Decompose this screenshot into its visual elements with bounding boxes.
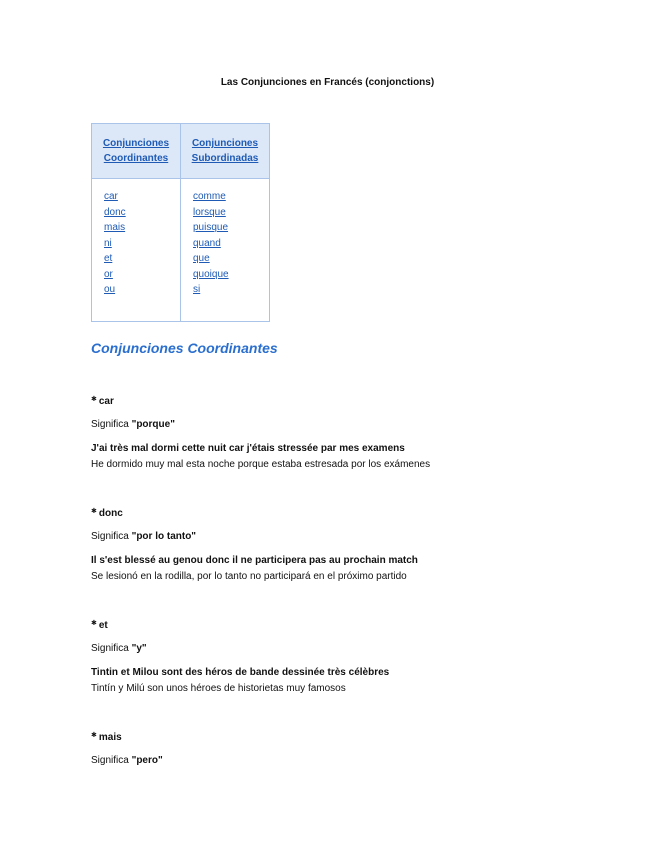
header-coordinantes (92, 124, 181, 179)
section-heading: Conjunciones Coordinantes (91, 340, 278, 356)
link-et[interactable]: et (104, 253, 113, 264)
subordinadas-list (193, 189, 269, 298)
entry-mais (91, 729, 163, 766)
example-spanish: Se lesionó en la rodilla, por lo tanto no participará en el próximo partido (91, 571, 407, 582)
link-ni[interactable]: ni (104, 237, 112, 249)
link-coordinantes[interactable]: Conjunciones Coordinantes (102, 138, 170, 164)
meaning-line: Significa "pero" (91, 755, 163, 766)
example-french: Tintin et Milou sont des héros de bande dessinée très célèbres (91, 667, 390, 678)
example-spanish: Tintín y Milú son unos héroes de historietas muy famosos (91, 683, 346, 694)
link-or[interactable]: or (104, 268, 113, 280)
meaning-line: Significa "y" (91, 643, 147, 654)
example-spanish: He dormido muy mal esta noche porque estaba estresada por los exámenes (91, 459, 431, 470)
bullet-icon: ✱ (91, 620, 97, 627)
conjunctions-table (91, 123, 270, 322)
coordinantes-list (104, 189, 180, 298)
term-label: mais (98, 732, 122, 743)
example-french: Il s'est blessé au genou donc il ne participera pas au prochain match (91, 555, 418, 566)
link-quand[interactable]: quand (193, 237, 221, 249)
link-mais[interactable]: mais (104, 222, 126, 233)
term-label: donc (98, 508, 123, 519)
term-label: car (98, 396, 114, 407)
link-car[interactable]: car (104, 191, 118, 202)
link-quoique[interactable]: quoique (193, 268, 229, 280)
bullet-icon: ✱ (91, 396, 97, 403)
link-donc[interactable]: donc (104, 206, 126, 218)
bullet-icon: ✱ (91, 732, 97, 739)
document-title: Las Conjunciones en Francés (conjonctions) (220, 77, 435, 88)
link-comme[interactable]: comme (193, 191, 226, 202)
link-si[interactable]: si (193, 284, 201, 295)
coordinantes-cell (92, 179, 181, 322)
example-french: J'ai très mal dormi cette nuit car j'étais stressée par mes examens (91, 443, 405, 454)
header-subordinadas (181, 124, 270, 179)
bullet-icon: ✱ (91, 508, 97, 515)
subordinadas-cell (181, 179, 270, 322)
link-que[interactable]: que (193, 253, 210, 264)
term-label: et (98, 620, 108, 631)
link-subordinadas[interactable]: Conjunciones Subordinadas (191, 138, 259, 164)
meaning-line: Significa "porque" (91, 419, 175, 430)
meaning-line: Significa "por lo tanto" (91, 531, 197, 542)
link-puisque[interactable]: puisque (193, 222, 229, 233)
entry-car (91, 393, 431, 470)
entry-donc (91, 505, 418, 582)
link-lorsque[interactable]: lorsque (193, 206, 226, 218)
entry-et (91, 617, 390, 694)
link-ou[interactable]: ou (104, 284, 116, 295)
